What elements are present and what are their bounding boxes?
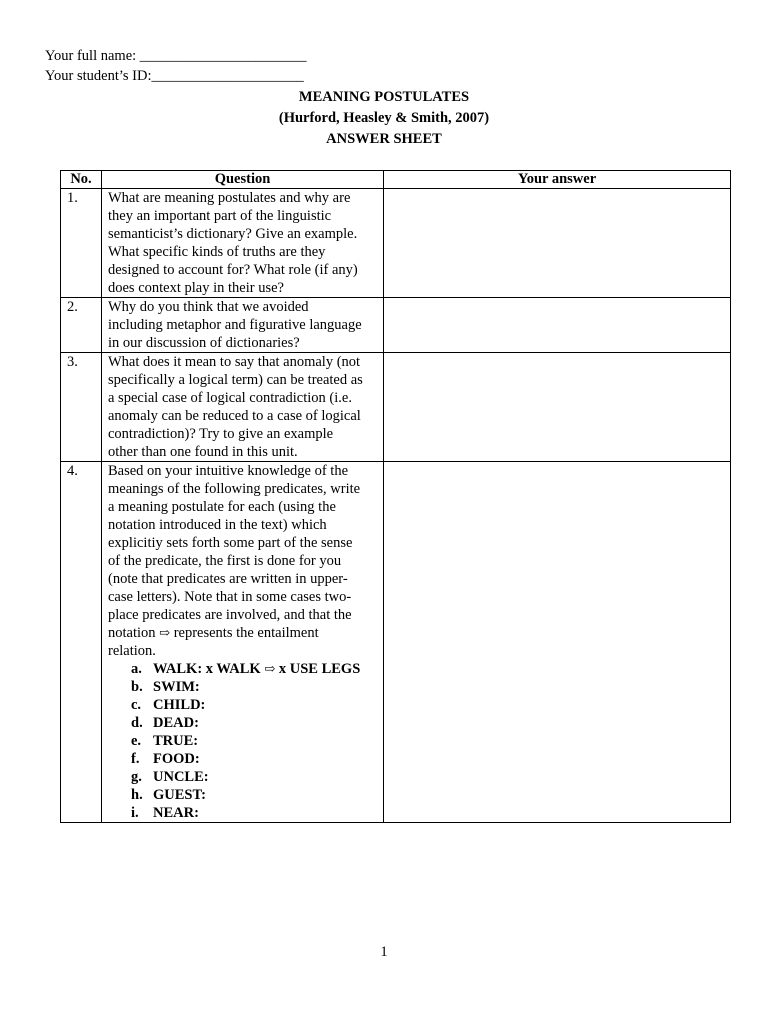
table-row bbox=[61, 353, 731, 462]
student-id-field[interactable]: Your student’s ID:_____________________ bbox=[45, 68, 304, 84]
predicate-label: TRUE: bbox=[153, 733, 199, 749]
notation-text: notation bbox=[108, 625, 160, 641]
predicate-text bbox=[153, 750, 200, 768]
predicate-label: CHILD: bbox=[153, 697, 206, 713]
predicate-label: SWIM: bbox=[153, 679, 200, 695]
question-text-line: contradiction)? Try to give an example bbox=[108, 426, 334, 442]
list-letter: e. bbox=[131, 733, 142, 749]
column-header-question: Question bbox=[102, 171, 384, 189]
list-letter: d. bbox=[131, 715, 143, 731]
question-text-line: anomaly can be reduced to a case of logical bbox=[108, 408, 361, 424]
question-cell bbox=[102, 298, 384, 353]
question-text-line: a meaning postulate for each (using the bbox=[108, 499, 336, 515]
list-letter: c. bbox=[131, 697, 142, 713]
predicate-label: FOOD: bbox=[153, 751, 200, 767]
question-text-line: designed to account for? What role (if any) bbox=[108, 262, 358, 278]
question-text-line bbox=[108, 624, 377, 642]
list-letter: h. bbox=[131, 787, 143, 803]
question-text-line: including metaphor and figurative language bbox=[108, 317, 362, 333]
predicate-text bbox=[153, 714, 199, 732]
table-row bbox=[61, 189, 731, 298]
predicate-list-item bbox=[131, 714, 377, 732]
question-text-line: case letters). Note that in some cases two- bbox=[108, 589, 352, 605]
predicate-list-item bbox=[131, 696, 377, 714]
row-number: 3. bbox=[61, 353, 102, 462]
table-row bbox=[61, 462, 731, 823]
answer-cell[interactable] bbox=[384, 189, 731, 298]
predicate-label: DEAD: bbox=[153, 715, 199, 731]
document-title: MEANING POSTULATES bbox=[298, 89, 470, 105]
predicate-text bbox=[153, 786, 206, 804]
answer-table bbox=[60, 170, 731, 823]
predicate-list-item bbox=[131, 786, 377, 804]
document-subtitle: ANSWER SHEET bbox=[326, 131, 442, 147]
question-text-line: semanticist’s dictionary? Give an example. bbox=[108, 226, 358, 242]
question-text-line: What are meaning postulates and why are bbox=[108, 190, 351, 206]
predicate-list-item bbox=[131, 768, 377, 786]
predicate-text bbox=[153, 804, 199, 822]
predicate-text bbox=[153, 768, 209, 786]
full-name-field[interactable]: Your full name: _______________________ bbox=[45, 48, 307, 64]
list-letter: f. bbox=[131, 751, 140, 767]
predicate-text bbox=[153, 678, 200, 696]
question-text-line: relation. bbox=[108, 643, 156, 659]
column-header-no: No. bbox=[61, 171, 102, 189]
answer-cell[interactable] bbox=[384, 462, 731, 823]
predicate-list bbox=[108, 660, 377, 822]
table-header-row bbox=[61, 171, 731, 189]
question-text-line: of the predicate, the first is done for you bbox=[108, 553, 342, 569]
question-text-line: What specific kinds of truths are they bbox=[108, 244, 326, 260]
page-number: 1 bbox=[380, 944, 388, 960]
predicate-list-item bbox=[131, 732, 377, 750]
document-citation: (Hurford, Heasley & Smith, 2007) bbox=[278, 110, 490, 126]
table-row bbox=[61, 298, 731, 353]
row-number: 4. bbox=[61, 462, 102, 823]
predicate-text bbox=[153, 660, 360, 678]
question-text-line: meanings of the following predicates, write bbox=[108, 481, 361, 497]
answer-cell[interactable] bbox=[384, 353, 731, 462]
question-cell bbox=[102, 353, 384, 462]
predicate-list-item bbox=[131, 660, 377, 678]
question-cell bbox=[102, 189, 384, 298]
answer-cell[interactable] bbox=[384, 298, 731, 353]
question-text-line: Why do you think that we avoided bbox=[108, 299, 309, 315]
entailment-arrow-icon: ⇨ bbox=[264, 661, 276, 676]
predicate-text bbox=[153, 732, 198, 750]
predicate-label: NEAR: bbox=[153, 805, 199, 821]
question-text-line: place predicates are involved, and that the bbox=[108, 607, 352, 623]
question-text-line: other than one found in this unit. bbox=[108, 444, 298, 460]
question-text-line: a special case of logical contradiction (i.e. bbox=[108, 390, 352, 406]
predicate-label: UNCLE: bbox=[153, 769, 209, 785]
question-text-line: What does it mean to say that anomaly (not bbox=[108, 354, 361, 370]
list-letter: a. bbox=[131, 661, 142, 677]
entailment-arrow-icon: ⇨ bbox=[159, 625, 171, 640]
question-cell bbox=[102, 462, 384, 823]
question-text-line: notation introduced in the text) which bbox=[108, 517, 327, 533]
list-letter: g. bbox=[131, 769, 142, 785]
row-number: 1. bbox=[61, 189, 102, 298]
predicate-list-item bbox=[131, 678, 377, 696]
predicate-list-item bbox=[131, 804, 377, 822]
question-text-line: explicitiy sets forth some part of the sense bbox=[108, 535, 353, 551]
notation-text: represents the entailment bbox=[170, 625, 319, 641]
column-header-answer: Your answer bbox=[384, 171, 731, 189]
question-text-line: they an important part of the linguistic bbox=[108, 208, 332, 224]
predicate-label: GUEST: bbox=[153, 787, 206, 803]
list-letter: b. bbox=[131, 679, 143, 695]
list-letter: i. bbox=[131, 805, 139, 821]
predicate-label: WALK: x WALK bbox=[153, 661, 265, 677]
predicate-text bbox=[153, 696, 205, 714]
predicate-list-item bbox=[131, 750, 377, 768]
question-text-line: specifically a logical term) can be treated as bbox=[108, 372, 363, 388]
question-text-line: does context play in their use? bbox=[108, 280, 284, 296]
question-text-line: Based on your intuitive knowledge of the bbox=[108, 463, 349, 479]
row-number: 2. bbox=[61, 298, 102, 353]
predicate-entailment: x USE LEGS bbox=[275, 661, 361, 677]
question-text-line: (note that predicates are written in upper- bbox=[108, 571, 348, 587]
question-text-line: in our discussion of dictionaries? bbox=[108, 335, 300, 351]
